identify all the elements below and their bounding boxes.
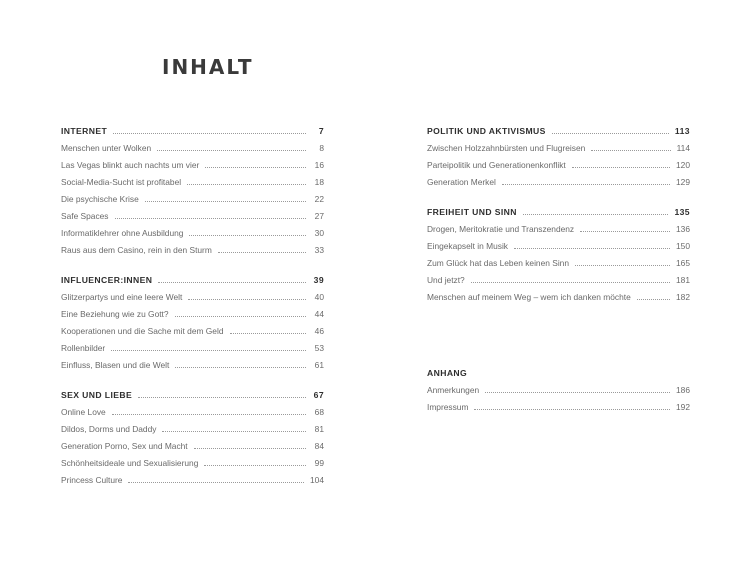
- dot-leader: [204, 465, 306, 466]
- toc-entry-title: Eingekapselt in Musik: [427, 241, 508, 251]
- toc-page-number: 30: [314, 228, 324, 238]
- toc-page-number: 40: [314, 292, 324, 302]
- toc-entry[interactable]: [61, 158, 324, 170]
- toc-entry[interactable]: [61, 324, 324, 336]
- dot-leader: [158, 282, 306, 283]
- toc-entry[interactable]: [427, 383, 690, 395]
- toc-page-number: 33: [314, 245, 324, 255]
- toc-entry[interactable]: [61, 226, 324, 238]
- toc-entry-title: Glitzerpartys und eine leere Welt: [61, 292, 183, 302]
- toc-entry[interactable]: [61, 422, 324, 434]
- toc-page-number: 165: [676, 258, 690, 268]
- dot-leader: [502, 184, 670, 185]
- toc-entry-title: Anmerkungen: [427, 385, 480, 395]
- toc-page-number: 22: [314, 194, 324, 204]
- toc-heading[interactable]: [61, 388, 324, 400]
- toc-entry-title: Rollenbilder: [61, 343, 106, 353]
- toc-entry[interactable]: [427, 290, 690, 302]
- dot-leader: [138, 397, 306, 398]
- toc-page-number: 67: [313, 390, 324, 400]
- dot-leader: [112, 414, 306, 415]
- page-title: INHALT: [162, 55, 254, 79]
- toc-page-number: 120: [676, 160, 690, 170]
- toc-heading-title: INTERNET: [61, 126, 108, 136]
- toc-entry-title: Raus aus dem Casino, rein in den Sturm: [61, 245, 212, 255]
- toc-entry-title: Zwischen Holzzahnbürsten und Flugreisen: [427, 143, 586, 153]
- dot-leader: [580, 231, 670, 232]
- toc-page-number: 7: [318, 126, 324, 136]
- toc-page-number: 181: [676, 275, 690, 285]
- toc-entry[interactable]: [61, 209, 324, 221]
- dot-leader: [115, 218, 307, 219]
- dot-leader: [111, 350, 306, 351]
- dot-leader: [162, 431, 306, 432]
- dot-leader: [175, 367, 306, 368]
- dot-leader: [485, 392, 670, 393]
- toc-entry[interactable]: [427, 158, 690, 170]
- toc-entry-title: Eine Beziehung wie zu Gott?: [61, 309, 169, 319]
- dot-leader: [187, 184, 306, 185]
- toc-page-number: 182: [676, 292, 690, 302]
- toc-entry[interactable]: [61, 456, 324, 468]
- toc-heading-title: INFLUENCER:INNEN: [61, 275, 153, 285]
- toc-entry-title: Las Vegas blinkt auch nachts um vier: [61, 160, 200, 170]
- toc-entry[interactable]: [427, 239, 690, 251]
- toc-page-number: 186: [676, 385, 690, 395]
- toc-entry[interactable]: [61, 290, 324, 302]
- toc-entry-title: Und jetzt?: [427, 275, 465, 285]
- dot-leader: [113, 133, 306, 134]
- dot-leader: [474, 409, 670, 410]
- toc-entry-title: Kooperationen und die Sache mit dem Geld: [61, 326, 224, 336]
- toc-entry-title: Menschen auf meinem Weg – wem ich danken möchte: [427, 292, 631, 302]
- toc-entry-title: Online Love: [61, 407, 106, 417]
- toc-page-number: 99: [314, 458, 324, 468]
- toc-page-number: 84: [314, 441, 324, 451]
- dot-leader: [205, 167, 306, 168]
- dot-leader: [157, 150, 306, 151]
- toc-entry-title: Die psychische Krise: [61, 194, 139, 204]
- toc-entry[interactable]: [61, 341, 324, 353]
- dot-leader: [145, 201, 306, 202]
- toc-page-number: 150: [676, 241, 690, 251]
- toc-page-number: 46: [314, 326, 324, 336]
- dot-leader: [591, 150, 670, 151]
- toc-entry[interactable]: [61, 439, 324, 451]
- toc-entry[interactable]: [427, 400, 690, 412]
- toc-entry[interactable]: [61, 405, 324, 417]
- dot-leader: [218, 252, 306, 253]
- toc-entry[interactable]: [61, 358, 324, 370]
- toc-heading-title: FREIHEIT UND SINN: [427, 207, 517, 217]
- toc-entry-title: Drogen, Meritokratie und Transzendenz: [427, 224, 575, 234]
- toc-page-number: 53: [314, 343, 324, 353]
- toc-entry-title: Menschen unter Wolken: [61, 143, 152, 153]
- toc-entry-title: Impressum: [427, 402, 469, 412]
- dot-leader: [194, 448, 306, 449]
- toc-heading-title: POLITIK UND AKTIVISMUS: [427, 126, 546, 136]
- dot-leader: [572, 167, 670, 168]
- toc-entry-title: Parteipolitik und Generationenkonflikt: [427, 160, 566, 170]
- toc-entry-title: Informatiklehrer ohne Ausbildung: [61, 228, 184, 238]
- toc-entry[interactable]: [61, 307, 324, 319]
- toc-entry-title: Social-Media-Sucht ist profitabel: [61, 177, 182, 187]
- toc-page-number: 192: [676, 402, 690, 412]
- dot-leader: [230, 333, 307, 334]
- toc-entry[interactable]: [61, 175, 324, 187]
- toc-page-number: 68: [314, 407, 324, 417]
- toc-entry-title: Safe Spaces: [61, 211, 109, 221]
- toc-entry-title: Einfluss, Blasen und die Welt: [61, 360, 170, 370]
- toc-page-number: 8: [319, 143, 324, 153]
- dot-leader: [523, 214, 669, 215]
- toc-entry-title: Zum Glück hat das Leben keinen Sinn: [427, 258, 569, 268]
- toc-page-number: 18: [314, 177, 324, 187]
- toc-page-number: 39: [313, 275, 324, 285]
- toc-entry-title: Dildos, Dorms und Daddy: [61, 424, 157, 434]
- toc-heading[interactable]: [427, 205, 690, 217]
- toc-heading[interactable]: [61, 124, 324, 136]
- toc-page-number: 129: [676, 177, 690, 187]
- toc-entry[interactable]: [427, 273, 690, 285]
- dot-leader: [128, 482, 304, 483]
- toc-entry[interactable]: [427, 222, 690, 234]
- toc-page-number: 114: [676, 143, 690, 153]
- toc-entry-title: Generation Porno, Sex und Macht: [61, 441, 188, 451]
- dot-leader: [552, 133, 669, 134]
- dot-leader: [471, 282, 670, 283]
- toc-page-number: 81: [314, 424, 324, 434]
- toc-page-number: 27: [314, 211, 324, 221]
- toc-heading[interactable]: [427, 124, 690, 136]
- toc-page-number: 104: [310, 475, 324, 485]
- toc-entry-title: Generation Merkel: [427, 177, 496, 187]
- toc-entry[interactable]: [61, 141, 324, 153]
- toc-heading-title: ANHANG: [427, 368, 468, 378]
- dot-leader: [637, 299, 670, 300]
- toc-entry[interactable]: [427, 175, 690, 187]
- toc-page-number: 135: [674, 207, 690, 217]
- toc-page-number: 44: [314, 309, 324, 319]
- toc-heading[interactable]: [427, 366, 690, 378]
- dot-leader: [189, 235, 306, 236]
- dot-leader: [188, 299, 306, 300]
- toc-entry[interactable]: [427, 141, 690, 153]
- toc-heading[interactable]: [61, 273, 324, 285]
- toc-page-number: 136: [676, 224, 690, 234]
- dot-leader: [575, 265, 670, 266]
- toc-entry[interactable]: [61, 473, 324, 485]
- toc-entry-title: Princess Culture: [61, 475, 123, 485]
- toc-entry[interactable]: [61, 243, 324, 255]
- toc-heading-title: SEX UND LIEBE: [61, 390, 133, 400]
- toc-entry[interactable]: [61, 192, 324, 204]
- toc-page-number: 16: [314, 160, 324, 170]
- toc-page-number: 61: [314, 360, 324, 370]
- toc-page-number: 113: [674, 126, 690, 136]
- dot-leader: [514, 248, 670, 249]
- toc-entry-title: Schönheitsideale und Sexualisierung: [61, 458, 199, 468]
- toc-entry[interactable]: [427, 256, 690, 268]
- dot-leader: [175, 316, 306, 317]
